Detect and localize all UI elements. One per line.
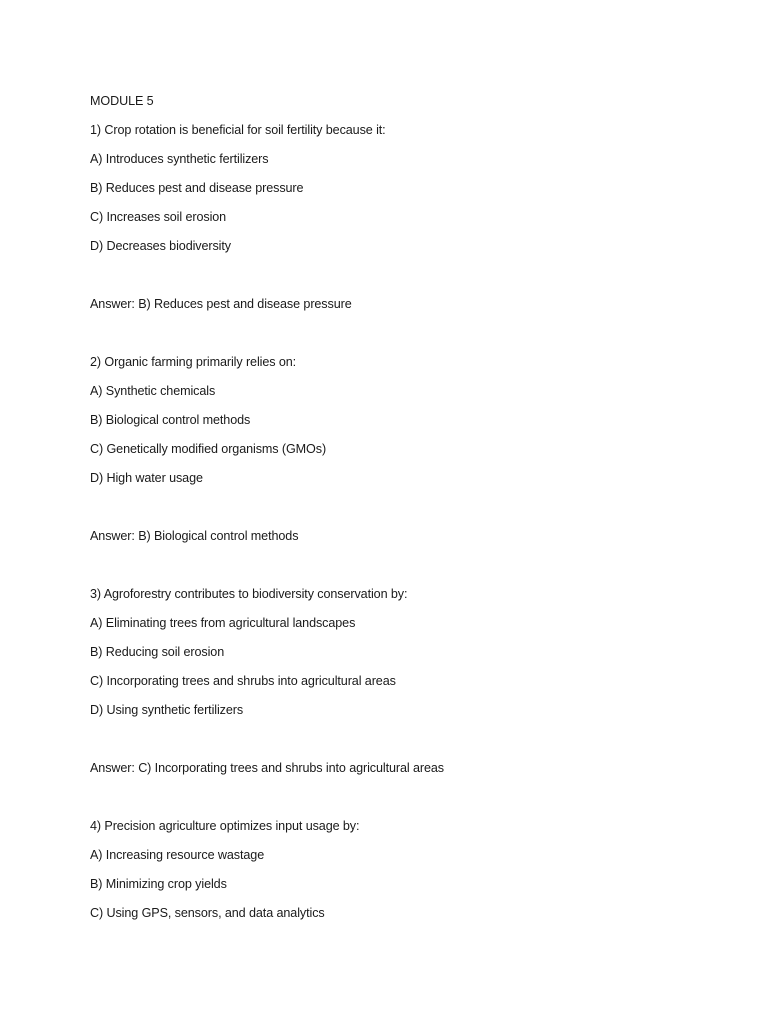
spacer bbox=[90, 731, 730, 760]
option-b: B) Reduces pest and disease pressure bbox=[90, 181, 304, 195]
option-c: C) Increases soil erosion bbox=[90, 210, 227, 224]
option-a: A) Increasing resource wastage bbox=[90, 848, 265, 862]
document-page bbox=[90, 93, 730, 934]
option-d: D) Using synthetic fertilizers bbox=[90, 703, 244, 717]
answer-text: Answer: B) Biological control methods bbox=[90, 529, 299, 543]
spacer bbox=[90, 325, 730, 354]
answer-text: Answer: C) Incorporating trees and shrubs into agricultural areas bbox=[90, 761, 444, 775]
spacer bbox=[90, 789, 730, 818]
option-b: B) Minimizing crop yields bbox=[90, 877, 227, 891]
spacer bbox=[90, 499, 730, 528]
module-title: MODULE 5 bbox=[90, 94, 154, 108]
answer-text: Answer: B) Reduces pest and disease pressure bbox=[90, 297, 352, 311]
spacer bbox=[90, 267, 730, 296]
question-text: 1) Crop rotation is beneficial for soil fertility because it: bbox=[90, 123, 386, 137]
option-c: C) Incorporating trees and shrubs into agricultural areas bbox=[90, 674, 396, 688]
question-text: 4) Precision agriculture optimizes input usage by: bbox=[90, 819, 360, 833]
spacer bbox=[90, 557, 730, 586]
option-c: C) Using GPS, sensors, and data analytics bbox=[90, 906, 325, 920]
question-block-4 bbox=[90, 818, 730, 921]
question-text: 3) Agroforestry contributes to biodiversity conservation by: bbox=[90, 587, 408, 601]
question-block-1 bbox=[90, 122, 730, 354]
option-d: D) High water usage bbox=[90, 471, 203, 485]
option-c: C) Genetically modified organisms (GMOs) bbox=[90, 442, 327, 456]
question-block-2 bbox=[90, 354, 730, 586]
option-a: A) Introduces synthetic fertilizers bbox=[90, 152, 269, 166]
option-b: B) Biological control methods bbox=[90, 413, 251, 427]
option-a: A) Synthetic chemicals bbox=[90, 384, 216, 398]
option-b: B) Reducing soil erosion bbox=[90, 645, 225, 659]
option-d: D) Decreases biodiversity bbox=[90, 239, 231, 253]
question-text: 2) Organic farming primarily relies on: bbox=[90, 355, 297, 369]
option-a: A) Eliminating trees from agricultural landscapes bbox=[90, 616, 356, 630]
question-block-3 bbox=[90, 586, 730, 818]
